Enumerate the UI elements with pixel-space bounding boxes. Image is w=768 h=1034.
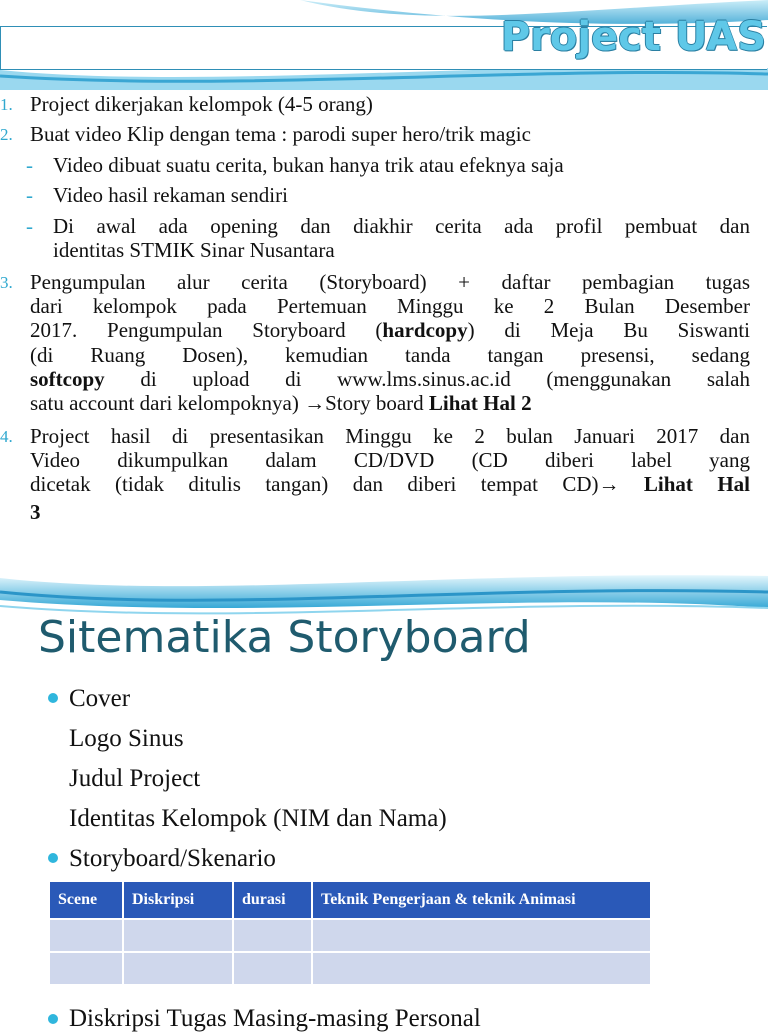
sub-line-identitas: Identitas Kelompok (NIM dan Nama) <box>69 805 447 832</box>
table-cell <box>50 952 123 984</box>
storyboard-table <box>50 882 652 984</box>
item-number: 4. <box>0 427 13 446</box>
table-cell <box>312 952 651 984</box>
arrow-icon: → <box>304 391 326 415</box>
line-with-bold: softcopy di upload di www.lms.sinus.ac.id (menggunakan salah <box>30 367 750 391</box>
line-with-arrow: satu account dari kelompoknya) →Story board Lihat Hal 2 <box>30 391 532 415</box>
sub-line-logo: Logo Sinus <box>69 725 184 752</box>
slide2-title: Sitematika Storyboard <box>38 612 531 663</box>
table-cell <box>50 919 123 952</box>
table-cell <box>233 919 312 952</box>
bullet-cover: Cover <box>69 685 131 712</box>
item-number: 2. <box>0 125 13 144</box>
bullet-diskripsi: Diskripsi Tugas Masing-masing Personal <box>69 1005 481 1032</box>
slide1-title: Project UAS <box>500 14 766 60</box>
bullet-icon <box>48 853 58 863</box>
table-row <box>50 919 651 952</box>
item-number: 1. <box>0 95 13 114</box>
table-cell <box>312 919 651 952</box>
table-header-cell: Teknik Pengerjaan & teknik Animasi <box>312 882 651 919</box>
table-cell <box>123 952 233 984</box>
sub-line-judul: Judul Project <box>69 765 201 792</box>
table-header-cell: Scene <box>50 882 123 919</box>
line-with-arrow: dicetak (tidak ditulis tangan) dan diberi tempat CD)→ Lihat Hal <box>30 472 750 496</box>
bullet-icon <box>48 693 58 703</box>
bullet-icon <box>48 1014 58 1024</box>
line-with-bold: 2017. Pengumpulan Storyboard (hardcopy) di Meja Bu Siswanti <box>30 318 751 342</box>
table-header-cell: Diskripsi <box>123 882 233 919</box>
table-cell <box>123 919 233 952</box>
table-header-row <box>50 882 651 919</box>
bullet-storyboard: Storyboard/Skenario <box>69 845 276 872</box>
table-header-cell: durasi <box>233 882 312 919</box>
table-row <box>50 952 651 984</box>
table-cell <box>233 952 312 984</box>
arrow-icon: → <box>598 472 620 496</box>
item-number: 3. <box>0 273 13 292</box>
